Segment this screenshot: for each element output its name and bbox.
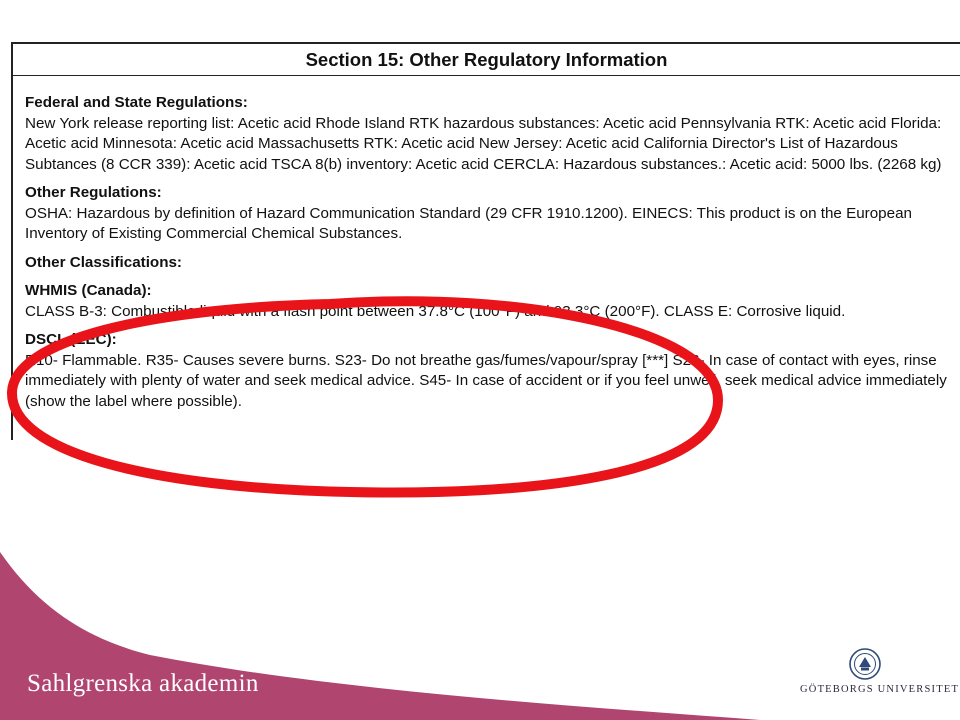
footer-brand-text: Sahlgrenska akademin: [27, 670, 259, 697]
federal-state-heading: Federal and State Regulations:: [25, 94, 248, 111]
other-regulations-heading: Other Regulations:: [25, 184, 162, 201]
whmis-text: CLASS B-3: Combustible liquid with a flash point between 37.8°C (100°F) and 93.3°C (200°F). CLASS E: Corrosive liquid.: [25, 302, 846, 320]
section-title: Section 15: Other Regulatory Information: [13, 44, 960, 76]
university-name: GÖTEBORGS UNIVERSITET: [800, 684, 960, 695]
university-seal-icon: [849, 648, 881, 680]
dscl-text: R10- Flammable. R35- Causes severe burns. S23- Do not breathe gas/fumes/vapour/spray [***] S26- In case of contact with eyes, rinse immediately with plenty of water and seek medical advice. S45- In case of accident or if you feel unwell, seek medical advice immediately (show the label where possible).: [25, 351, 947, 410]
whmis-heading: WHMIS (Canada):: [25, 282, 152, 299]
dscl-heading: DSCL (EEC):: [25, 331, 117, 348]
federal-state-text: New York release reporting list: Acetic acid Rhode Island RTK hazardous substances: Acetic acid Pennsylvania RTK: Acetic acid Florida: Acetic acid Minnesota: Acetic acid Massachusetts RTK: Acetic acid New Jersey: Acetic acid California Director's List of Hazardous Subtances (8 CCR 339): Acetic acid TSCA 8(b) inventory: Acetic acid CERCLA: Hazardous substances.: Acetic acid: 5000 lbs. (2268 kg): [25, 114, 942, 173]
other-classifications-heading: Other Classifications:: [25, 253, 182, 271]
other-regulations-text: OSHA: Hazardous by definition of Hazard Communication Standard (29 CFR 1910.1200). EINECS: This product is on the European Inventory of Existing Commercial Chemical Substances.: [25, 204, 912, 242]
